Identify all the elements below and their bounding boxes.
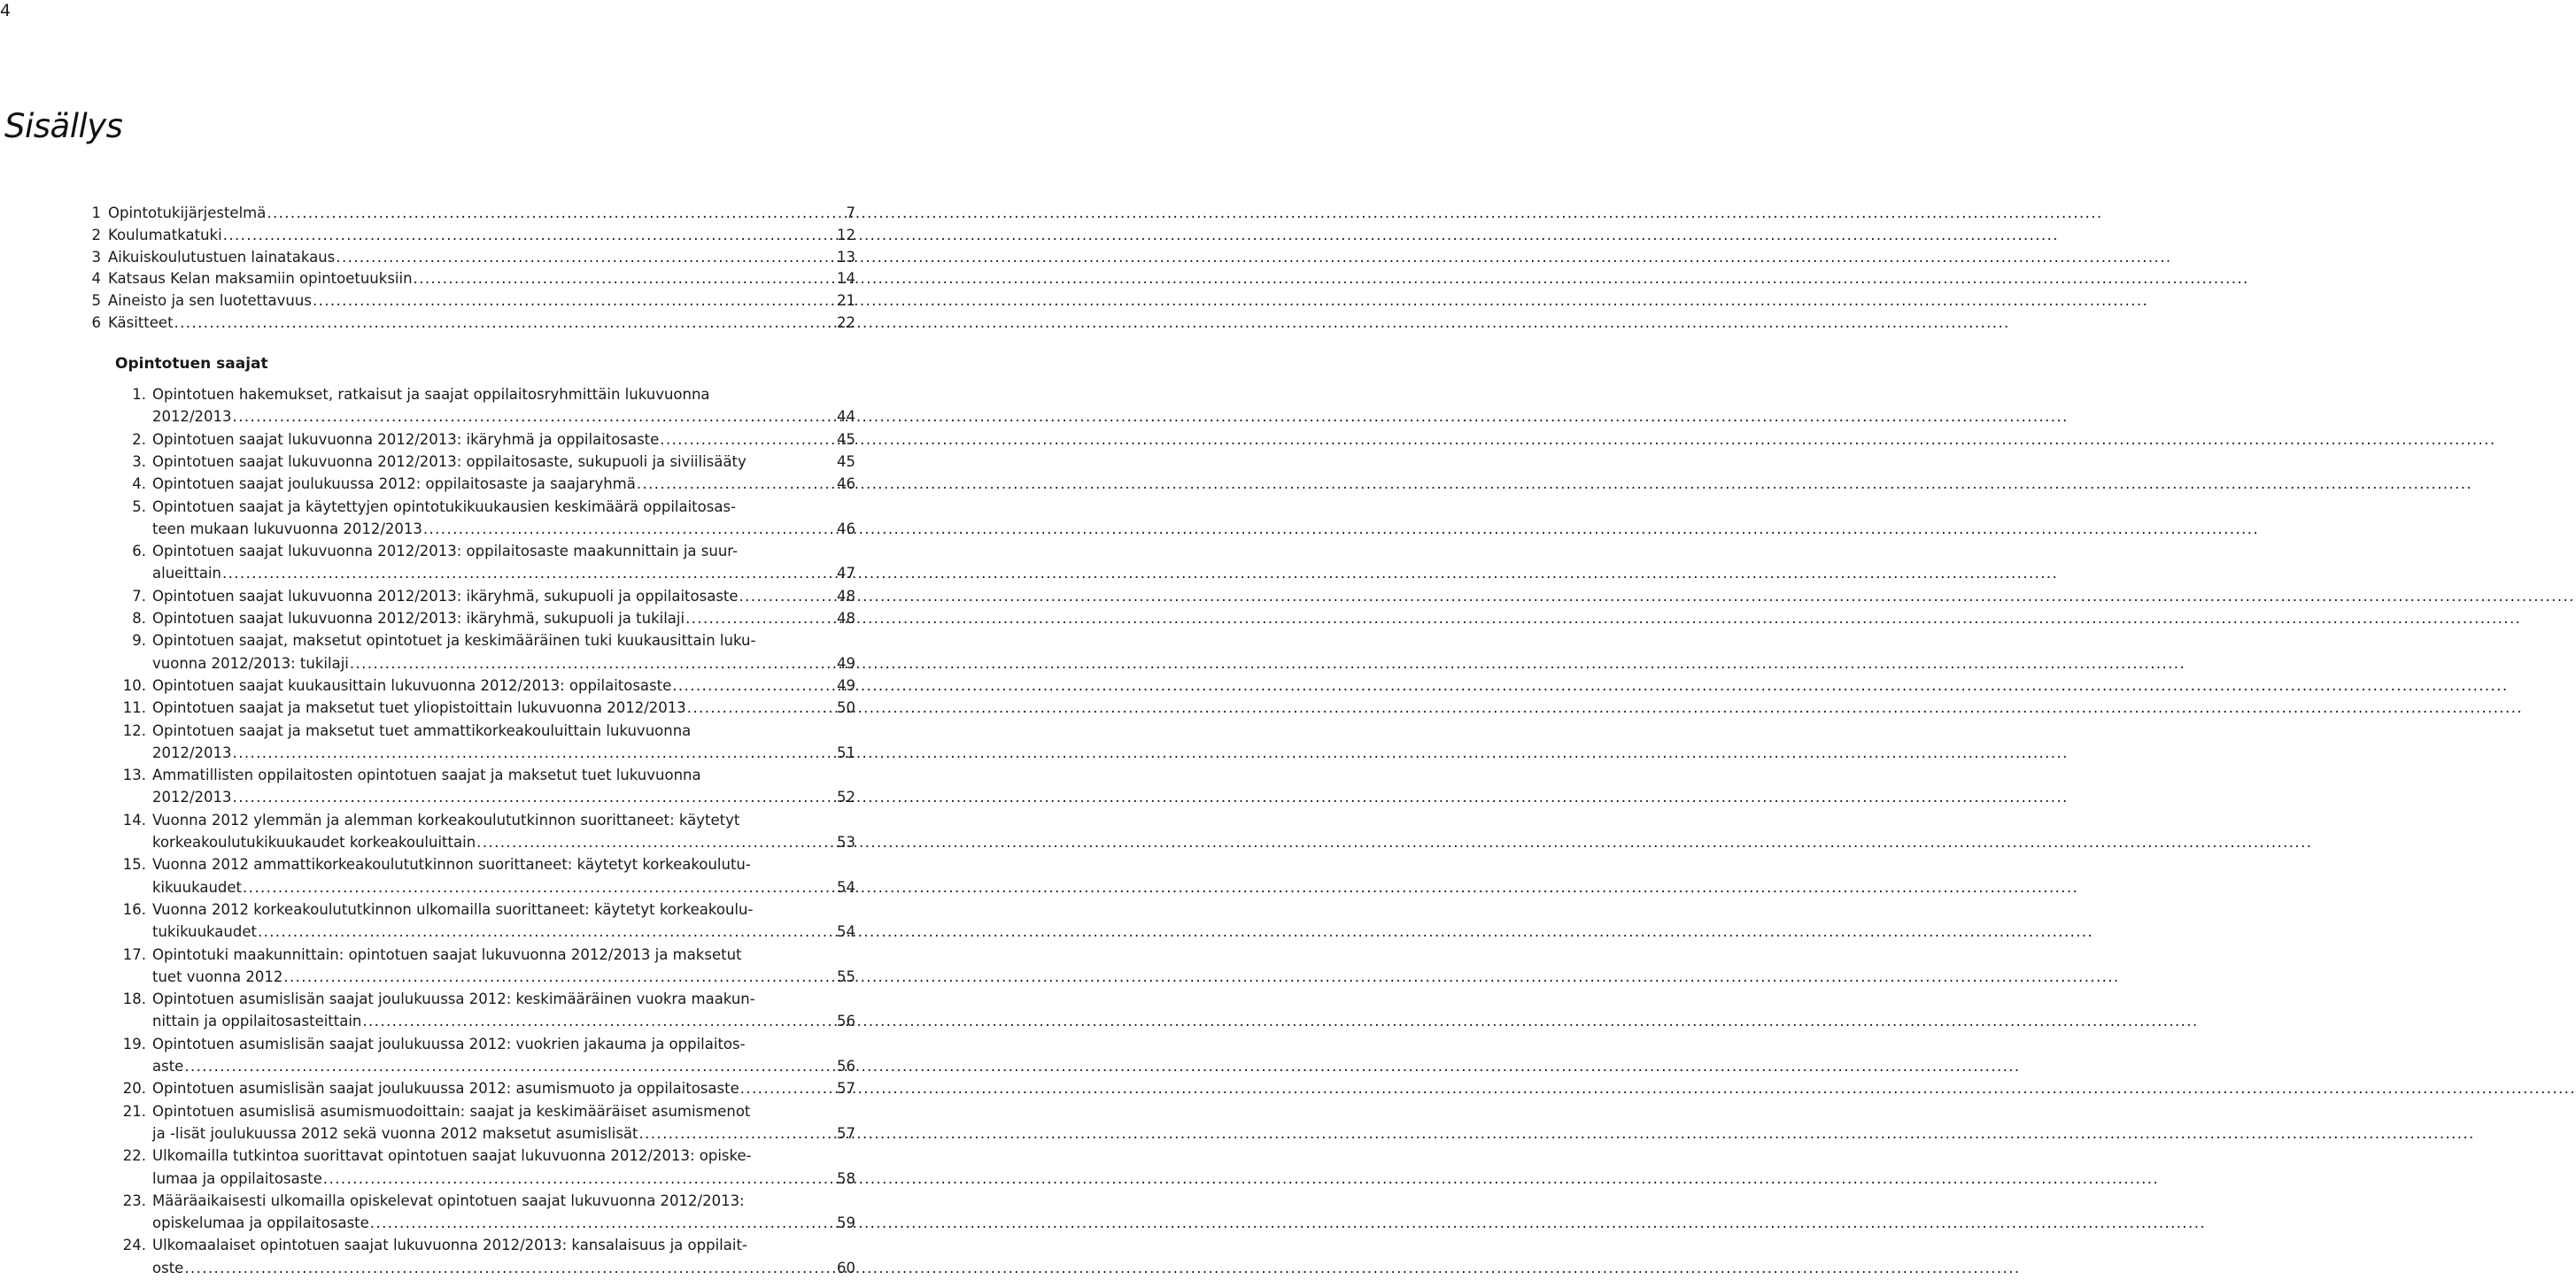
entry-number: 21.: [122, 1102, 146, 1120]
dot-leader: [233, 405, 2069, 428]
entry-page: 56: [837, 1013, 855, 1030]
entry-number: 1.: [132, 386, 146, 403]
dot-leader: [233, 786, 2069, 808]
toc-table-entry: [132, 540, 808, 562]
entry-text: tuet vuonna 2012: [152, 968, 283, 985]
toc-chapter: [91, 312, 855, 334]
entry-page: 22: [837, 314, 855, 331]
entry-number: 24.: [122, 1237, 146, 1254]
entry-text: Opintotuen asumislisän saajat joulukuussa 2012: keskimääräinen vuokra maakun-: [152, 991, 755, 1008]
dot-leader: [258, 921, 2093, 943]
entry-text: Vuonna 2012 korkeakoulututkinnon ulkomailla suorittaneet: käytetyt korkeakoulu-: [152, 900, 754, 918]
entry-text: Katsaus Kelan maksamiin opintoetuuksiin: [108, 270, 413, 288]
entry-page: 51: [837, 744, 855, 761]
toc-table-entry: [122, 898, 808, 921]
toc-table-entry: [152, 1257, 855, 1279]
entry-text: Koulumatkatuki: [108, 226, 222, 243]
entry-text: Ulkomaalaiset opintotuen saajat lukuvuonna 2012/2013: kansalaisuus ja oppilait-: [152, 1237, 747, 1254]
entry-number: 5.: [132, 497, 146, 515]
entry-number: 10.: [122, 676, 146, 694]
entry-number: 17.: [122, 945, 146, 963]
entry-text: Opintotuen saajat lukuvuonna 2012/2013: ikäryhmä ja oppilaitosaste: [152, 430, 660, 448]
entry-text: oste: [152, 1259, 184, 1276]
toc-table-entry: [122, 720, 808, 742]
toc-table-entry: [132, 451, 855, 473]
dot-leader: [370, 1212, 2206, 1234]
entry-text: Opintotuen asumislisän saajat joulukuussa 2012: asumismuoto ja oppilaitosaste: [152, 1080, 739, 1098]
entry-number: 16.: [122, 900, 146, 918]
entry-page: 13: [837, 248, 855, 266]
toc-table-entry: [132, 496, 808, 518]
toc-table-entry: [152, 518, 855, 540]
entry-number: 3.: [132, 452, 146, 470]
entry-page: 12: [837, 226, 855, 243]
toc-table-entry: [122, 1145, 808, 1167]
page-title: Sisällys: [4, 107, 123, 145]
toc-chapter: [91, 246, 855, 268]
entry-number: 13.: [122, 767, 146, 784]
toc-table-entry: [122, 675, 855, 697]
toc-table-entry: [132, 607, 855, 629]
dot-leader: [243, 876, 2078, 898]
entry-page: 49: [837, 676, 855, 694]
entry-number: 3: [91, 248, 101, 266]
entry-page: 59: [837, 1214, 855, 1232]
entry-text: tukikuukaudet: [152, 923, 257, 941]
entry-text: nittain ja oppilaitosasteittain: [152, 1013, 362, 1030]
entry-text: korkeakoulutukikuukaudet korkeakouluittain: [152, 834, 476, 851]
entry-page: 14: [837, 270, 855, 288]
entry-text: alueittain: [152, 565, 221, 582]
dot-leader: [184, 1257, 2020, 1279]
toc-table-entry: [152, 1122, 855, 1145]
entry-number: 6.: [132, 543, 146, 560]
toc-table-entry: [152, 562, 855, 584]
entry-number: 1: [91, 204, 101, 221]
entry-text: 2012/2013: [152, 789, 232, 806]
entry-text: vuonna 2012/2013: tukilaji: [152, 654, 349, 672]
toc-table-entry: [122, 1234, 808, 1256]
entry-number: 7.: [132, 587, 146, 605]
toc-table-entry: [122, 1190, 808, 1212]
toc-table-entry: [122, 853, 808, 875]
toc-table-entry: [152, 831, 855, 853]
dot-leader: [184, 1055, 2020, 1077]
dot-leader: [336, 246, 2171, 268]
entry-text: Opintotuen saajat ja maksetut tuet yliopistoittain lukuvuonna 2012/2013: [152, 699, 686, 717]
entry-text: Opintotuen saajat lukuvuonna 2012/2013: oppilaitosaste, sukupuoli ja siviilisääty: [152, 452, 746, 470]
entry-number: 23.: [122, 1191, 146, 1209]
toc-table-entry: [132, 428, 855, 451]
toc-chapter: [91, 224, 855, 246]
entry-text: Opintotuen saajat kuukausittain lukuvuonna 2012/2013: oppilaitosaste: [152, 676, 672, 694]
entry-page: 21: [837, 292, 855, 310]
toc-table-entry: [152, 405, 855, 428]
toc-table-entry: [132, 629, 808, 652]
toc-table-entry: [122, 944, 808, 966]
entry-page: 53: [837, 834, 855, 851]
entry-text: opiskelumaa ja oppilaitosaste: [152, 1214, 369, 1232]
toc-table-entry: [152, 1055, 855, 1077]
dot-leader: [222, 562, 2058, 584]
dot-leader: [362, 1010, 2198, 1032]
entry-text: Vuonna 2012 ammattikorkeakoulututkinnon suorittaneet: käytetyt korkeakoulutu-: [152, 856, 751, 874]
entry-text: Opintotuen saajat, maksetut opintotuet ja keskimääräinen tuki kuukausittain luku-: [152, 632, 756, 650]
entry-page: 44: [837, 408, 855, 426]
entry-text: Opintotuen saajat ja maksetut tuet ammattikorkeakouluittain lukuvuonna: [152, 721, 692, 739]
toc-table-entry: [122, 697, 855, 719]
entry-number: 2: [91, 226, 101, 243]
entry-number: 4: [91, 270, 101, 288]
dot-leader: [233, 742, 2069, 764]
entry-page: 48: [837, 610, 855, 627]
toc-table-entry: [122, 1033, 808, 1055]
entry-text: Ammatillisten oppilaitosten opintotuen saajat ja maksetut tuet lukuvuonna: [152, 767, 701, 784]
dot-leader: [267, 202, 2102, 224]
entry-text: Ulkomailla tutkintoa suorittavat opintotuen saajat lukuvuonna 2012/2013: opiske-: [152, 1147, 752, 1165]
entry-page: 54: [837, 878, 855, 896]
entry-text: Opintotuen saajat lukuvuonna 2012/2013: ikäryhmä, sukupuoli ja tukilaji: [152, 610, 685, 627]
entry-number: 2.: [132, 430, 146, 448]
entry-page: 60: [837, 1259, 855, 1276]
entry-text: lumaa ja oppilaitosaste: [152, 1169, 322, 1187]
entry-page: 57: [837, 1124, 855, 1142]
section-heading: Opintotuen saajat: [115, 355, 268, 373]
entry-number: 5: [91, 292, 101, 310]
toc-table-entry: [122, 764, 808, 786]
dot-leader: [637, 473, 2472, 495]
entry-page: 45: [837, 430, 855, 448]
entry-page: 46: [837, 475, 855, 493]
entry-number: 19.: [122, 1035, 146, 1053]
entry-number: 14.: [122, 811, 146, 829]
entry-page: 52: [837, 789, 855, 806]
entry-text: Opintotuen saajat joulukuussa 2012: oppilaitosaste ja saajaryhmä: [152, 475, 636, 493]
toc-table-entry: [132, 585, 855, 607]
toc-table-entry: [152, 652, 855, 675]
dot-leader: [639, 1122, 2475, 1145]
toc-chapter: [91, 202, 855, 224]
toc-table-entry: [152, 921, 855, 943]
toc-table-entry: [122, 1077, 855, 1099]
entry-text: Vuonna 2012 ylemmän ja alemman korkeakoulututkinnon suorittaneet: käytetyt: [152, 811, 740, 829]
dot-leader: [174, 312, 2010, 334]
dot-leader: [423, 518, 2259, 540]
toc-table-entry: [152, 876, 855, 898]
entry-text: kikuukaudet: [152, 878, 243, 896]
entry-text: Opintotuen saajat ja käytettyjen opintotukikuukausien keskimäärä oppilaitosas-: [152, 497, 737, 515]
toc-table-entry: [152, 1010, 855, 1032]
dot-leader: [740, 1077, 2576, 1099]
entry-page: 50: [837, 699, 855, 717]
dot-leader: [313, 289, 2148, 312]
entry-page: 45: [837, 452, 855, 470]
entry-text: ja -lisät joulukuussa 2012 sekä vuonna 2012 maksetut asumislisät: [152, 1124, 638, 1142]
toc-chapter: [91, 289, 855, 312]
entry-text: Aineisto ja sen luotettavuus: [108, 292, 312, 310]
entry-page: 46: [837, 520, 855, 537]
toc-table-entry: [152, 1168, 855, 1190]
dot-leader: [414, 267, 2249, 289]
entry-number: 12.: [122, 721, 146, 739]
entry-text: Aikuiskoulutustuen lainatakaus: [108, 248, 336, 266]
entry-text: Opintotuen saajat lukuvuonna 2012/2013: oppilaitosaste maakunnittain ja suur-: [152, 543, 738, 560]
toc-table-entry: [132, 473, 855, 495]
dot-leader: [223, 224, 2059, 246]
dot-leader: [739, 585, 2575, 607]
entry-number: 4.: [132, 475, 146, 493]
entry-text: Opintotuki maakunnittain: opintotuen saajat lukuvuonna 2012/2013 ja maksetut: [152, 945, 742, 963]
toc-table-entry: [152, 742, 855, 764]
entry-page: 58: [837, 1169, 855, 1187]
entry-number: 18.: [122, 991, 146, 1008]
entry-number: 9.: [132, 632, 146, 650]
entry-number: 20.: [122, 1080, 146, 1098]
entry-page: 55: [837, 968, 855, 985]
toc-table-entry: [122, 809, 808, 831]
entry-text: 2012/2013: [152, 408, 232, 426]
dot-leader: [323, 1168, 2159, 1190]
entry-page: 56: [837, 1058, 855, 1075]
entry-text: aste: [152, 1058, 184, 1075]
dot-leader: [672, 675, 2508, 697]
entry-page: 49: [837, 654, 855, 672]
toc-table-entry: [122, 1100, 808, 1122]
entry-number: 11.: [122, 699, 146, 717]
entry-page: 48: [837, 587, 855, 605]
entry-number: 22.: [122, 1147, 146, 1165]
entry-text: Opintotuen asumislisä asumismuodoittain: saajat ja keskimääräiset asumismenot: [152, 1102, 751, 1120]
toc-table-entry: [122, 988, 808, 1010]
dot-leader: [476, 831, 2312, 853]
entry-text: teen mukaan lukuvuonna 2012/2013: [152, 520, 422, 537]
dot-leader: [283, 966, 2119, 988]
page-number: 4: [0, 1, 12, 20]
entry-number: 6: [91, 314, 101, 331]
toc-table-entry: [132, 383, 808, 405]
toc-chapter: [91, 267, 855, 289]
toc-table-entry: [152, 786, 855, 808]
dot-leader: [687, 697, 2523, 719]
toc-table-entry: [152, 1212, 855, 1234]
entry-text: 2012/2013: [152, 744, 232, 761]
entry-number: 8.: [132, 610, 146, 627]
entry-number: 15.: [122, 856, 146, 874]
entry-text: Opintotuen hakemukset, ratkaisut ja saajat oppilaitosryhmittäin lukuvuonna: [152, 386, 710, 403]
dot-leader: [350, 652, 2185, 675]
entry-text: Opintotuen asumislisän saajat joulukuussa 2012: vuokrien jakauma ja oppilaitos-: [152, 1035, 746, 1053]
entry-page: 47: [837, 565, 855, 582]
entry-page: 57: [837, 1080, 855, 1098]
dot-leader: [660, 428, 2495, 451]
entry-text: Opintotukijärjestelmä: [108, 204, 267, 221]
entry-page: 54: [837, 923, 855, 941]
entry-text: Käsitteet: [108, 314, 174, 331]
entry-text: Määräaikaisesti ulkomailla opiskelevat opintotuen saajat lukuvuonna 2012/2013:: [152, 1191, 745, 1209]
dot-leader: [685, 607, 2521, 629]
toc-table-entry: [152, 966, 855, 988]
entry-page: 7: [846, 204, 855, 221]
entry-text: Opintotuen saajat lukuvuonna 2012/2013: ikäryhmä, sukupuoli ja oppilaitosaste: [152, 587, 739, 605]
